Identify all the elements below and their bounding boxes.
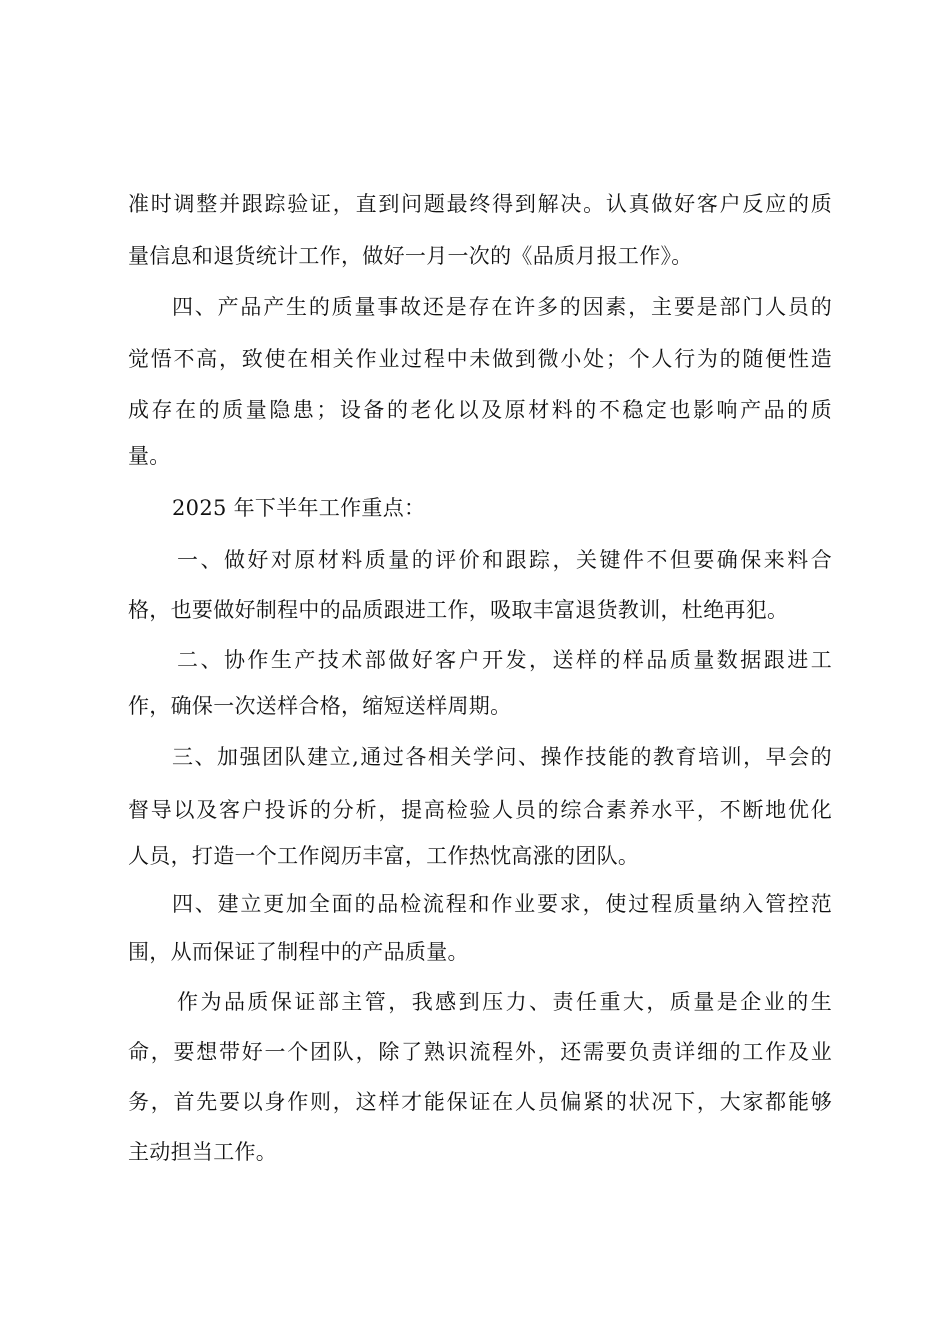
paragraph-line: 二、协作生产技术部做好客户开发，送样的样品质量数据跟进工	[177, 648, 832, 672]
paragraph-line: 主动担当工作。	[128, 1140, 278, 1164]
paragraph-line: 务，首先要以身作则，这样才能保证在人员偏紧的状况下，大家都能够	[128, 1090, 832, 1114]
paragraph-line: 三、加强团队建立,通过各相关学问、操作技能的教育培训，早会的	[172, 745, 832, 769]
paragraph-line: 四、产品产生的质量事故还是存在许多的因素，主要是部门人员的	[172, 295, 832, 319]
paragraph-line: 觉悟不高，致使在相关作业过程中未做到微小处；个人行为的随便性造	[128, 347, 832, 371]
section-heading: 2025 年下半年工作重点：	[172, 496, 426, 520]
paragraph-line: 成存在的质量隐患；设备的老化以及原材料的不稳定也影响产品的质	[128, 398, 832, 422]
paragraph-line: 围，从而保证了制程中的产品质量。	[128, 940, 469, 964]
paragraph-line: 量信息和退货统计工作，做好一月一次的《品质月报工作》。	[128, 244, 693, 268]
paragraph-line: 作为品质保证部主管，我感到压力、责任重大，质量是企业的生	[177, 990, 832, 1014]
paragraph-line: 一、做好对原材料质量的评价和跟踪，关键件不但要确保来料合	[177, 548, 832, 572]
paragraph-line: 督导以及客户投诉的分析，提高检验人员的综合素养水平，不断地优化	[128, 798, 832, 822]
paragraph-line: 格，也要做好制程中的品质跟进工作，吸取丰富退货教训，杜绝再犯。	[128, 598, 789, 622]
paragraph-line: 作，确保一次送样合格，缩短送样周期。	[128, 694, 512, 718]
paragraph-line: 命，要想带好一个团队，除了熟识流程外，还需要负责详细的工作及业	[128, 1040, 832, 1064]
paragraph-line: 四、建立更加全面的品检流程和作业要求，使过程质量纳入管控范	[172, 892, 832, 916]
paragraph-line: 人员，打造一个工作阅历丰富，工作热忱高涨的团队。	[128, 844, 640, 868]
paragraph-line: 准时调整并跟踪验证，直到问题最终得到解决。认真做好客户反应的质	[128, 192, 832, 216]
paragraph-line: 量。	[128, 444, 171, 468]
